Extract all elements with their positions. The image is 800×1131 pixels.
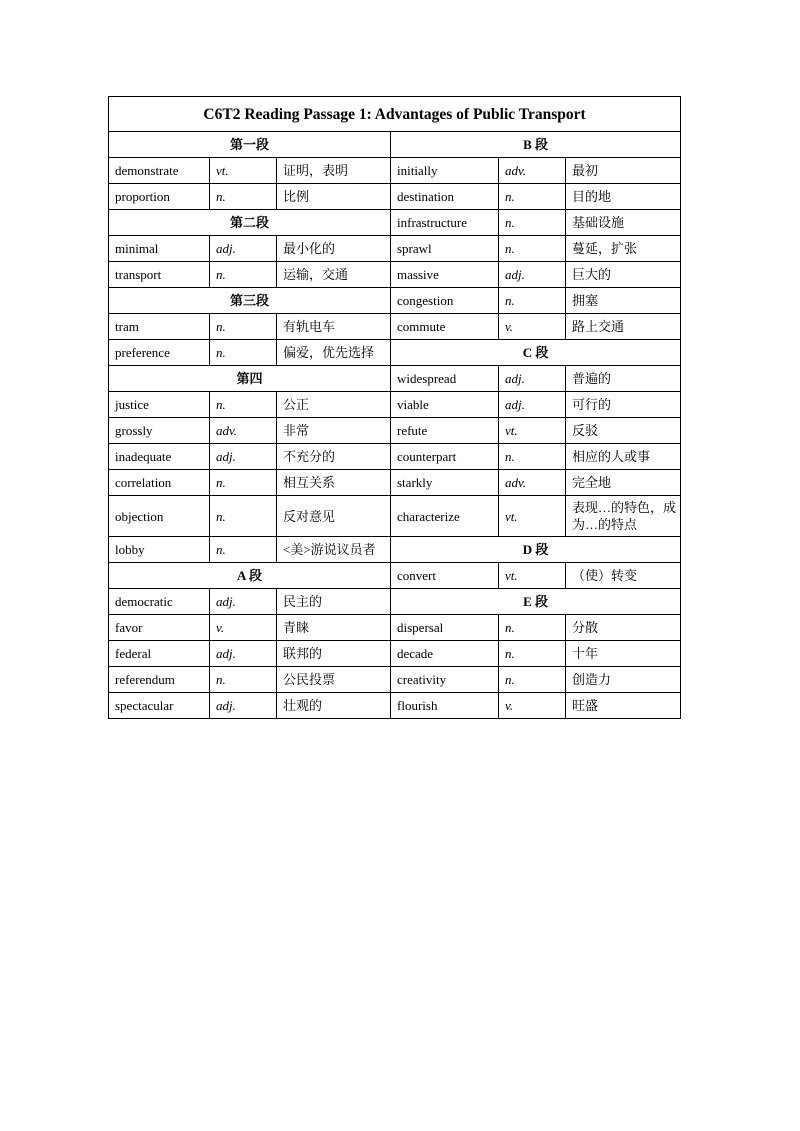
part-of-speech-cell: n. xyxy=(210,262,277,288)
part-of-speech-cell: adv. xyxy=(210,418,277,444)
word-cell: transport xyxy=(109,262,210,288)
part-of-speech-cell: vt. xyxy=(499,418,566,444)
table-row xyxy=(109,444,681,470)
table-row xyxy=(109,314,681,340)
table-row xyxy=(109,563,681,589)
table-row xyxy=(109,392,681,418)
word-cell: commute xyxy=(391,314,499,340)
word-cell: democratic xyxy=(109,589,210,615)
table-row xyxy=(109,366,681,392)
word-cell: viable xyxy=(391,392,499,418)
part-of-speech-cell: n. xyxy=(499,210,566,236)
word-cell: widespread xyxy=(391,366,499,392)
meaning-cell: 最小化的 xyxy=(277,236,391,262)
meaning-cell: 旺盛 xyxy=(566,693,681,719)
word-cell: preference xyxy=(109,340,210,366)
meaning-cell: 可行的 xyxy=(566,392,681,418)
table-row xyxy=(109,288,681,314)
part-of-speech-cell: vt. xyxy=(499,563,566,589)
part-of-speech-cell: n. xyxy=(210,496,277,537)
part-of-speech-cell: vt. xyxy=(210,158,277,184)
section-heading: 第四 xyxy=(109,366,391,392)
meaning-cell: 表现…的特色，成为…的特点 xyxy=(566,496,681,537)
part-of-speech-cell: v. xyxy=(210,615,277,641)
meaning-cell: 运输，交通 xyxy=(277,262,391,288)
part-of-speech-cell: adj. xyxy=(499,366,566,392)
meaning-cell: 有轨电车 xyxy=(277,314,391,340)
part-of-speech-cell: adj. xyxy=(210,236,277,262)
table-row xyxy=(109,262,681,288)
section-heading: D 段 xyxy=(391,537,681,563)
word-cell: objection xyxy=(109,496,210,537)
part-of-speech-cell: n. xyxy=(210,184,277,210)
meaning-cell: 路上交通 xyxy=(566,314,681,340)
word-cell: destination xyxy=(391,184,499,210)
word-cell: massive xyxy=(391,262,499,288)
table-row xyxy=(109,537,681,563)
table-row xyxy=(109,641,681,667)
word-cell: spectacular xyxy=(109,693,210,719)
part-of-speech-cell: n. xyxy=(499,444,566,470)
vocabulary-table xyxy=(108,96,681,719)
word-cell: favor xyxy=(109,615,210,641)
word-cell: counterpart xyxy=(391,444,499,470)
meaning-cell: 最初 xyxy=(566,158,681,184)
meaning-cell: 完全地 xyxy=(566,470,681,496)
part-of-speech-cell: adj. xyxy=(210,693,277,719)
word-cell: proportion xyxy=(109,184,210,210)
meaning-cell: 联邦的 xyxy=(277,641,391,667)
table-row xyxy=(109,236,681,262)
meaning-cell: <美>游说议员者 xyxy=(277,537,391,563)
meaning-cell: 普遍的 xyxy=(566,366,681,392)
part-of-speech-cell: vt. xyxy=(499,496,566,537)
table-title: C6T2 Reading Passage 1: Advantages of Public Transport xyxy=(109,97,681,132)
meaning-cell: 偏爱，优先选择 xyxy=(277,340,391,366)
meaning-cell: 民主的 xyxy=(277,589,391,615)
word-cell: referendum xyxy=(109,667,210,693)
word-cell: convert xyxy=(391,563,499,589)
section-heading: 第二段 xyxy=(109,210,391,236)
meaning-cell: 分散 xyxy=(566,615,681,641)
meaning-cell: 壮观的 xyxy=(277,693,391,719)
word-cell: justice xyxy=(109,392,210,418)
word-cell: lobby xyxy=(109,537,210,563)
word-cell: refute xyxy=(391,418,499,444)
table-row xyxy=(109,158,681,184)
meaning-cell: 拥塞 xyxy=(566,288,681,314)
part-of-speech-cell: n. xyxy=(499,184,566,210)
meaning-cell: 青睐 xyxy=(277,615,391,641)
part-of-speech-cell: n. xyxy=(210,667,277,693)
table-row xyxy=(109,132,681,158)
word-cell: tram xyxy=(109,314,210,340)
word-cell: congestion xyxy=(391,288,499,314)
meaning-cell: 蔓延，扩张 xyxy=(566,236,681,262)
meaning-cell: 相互关系 xyxy=(277,470,391,496)
meaning-cell: 不充分的 xyxy=(277,444,391,470)
meaning-cell: 基础设施 xyxy=(566,210,681,236)
word-cell: federal xyxy=(109,641,210,667)
part-of-speech-cell: v. xyxy=(499,693,566,719)
word-cell: decade xyxy=(391,641,499,667)
part-of-speech-cell: adv. xyxy=(499,158,566,184)
word-cell: flourish xyxy=(391,693,499,719)
word-cell: dispersal xyxy=(391,615,499,641)
part-of-speech-cell: adv. xyxy=(499,470,566,496)
meaning-cell: 反驳 xyxy=(566,418,681,444)
section-heading: E 段 xyxy=(391,589,681,615)
word-cell: initially xyxy=(391,158,499,184)
part-of-speech-cell: n. xyxy=(210,470,277,496)
word-cell: infrastructure xyxy=(391,210,499,236)
table-row xyxy=(109,615,681,641)
part-of-speech-cell: v. xyxy=(499,314,566,340)
meaning-cell: 十年 xyxy=(566,641,681,667)
meaning-cell: 公正 xyxy=(277,392,391,418)
section-heading: 第一段 xyxy=(109,132,391,158)
word-cell: characterize xyxy=(391,496,499,537)
part-of-speech-cell: adj. xyxy=(210,641,277,667)
meaning-cell: 巨大的 xyxy=(566,262,681,288)
table-row xyxy=(109,589,681,615)
table-row xyxy=(109,470,681,496)
word-cell: inadequate xyxy=(109,444,210,470)
meaning-cell: 非常 xyxy=(277,418,391,444)
word-cell: creativity xyxy=(391,667,499,693)
word-cell: correlation xyxy=(109,470,210,496)
part-of-speech-cell: n. xyxy=(499,288,566,314)
word-cell: sprawl xyxy=(391,236,499,262)
meaning-cell: 公民投票 xyxy=(277,667,391,693)
meaning-cell: 相应的人或事 xyxy=(566,444,681,470)
part-of-speech-cell: n. xyxy=(210,314,277,340)
word-cell: starkly xyxy=(391,470,499,496)
part-of-speech-cell: n. xyxy=(499,667,566,693)
meaning-cell: 比例 xyxy=(277,184,391,210)
meaning-cell: （使）转变 xyxy=(566,563,681,589)
part-of-speech-cell: adj. xyxy=(499,392,566,418)
table-row xyxy=(109,496,681,537)
title-row xyxy=(109,97,681,132)
word-cell: demonstrate xyxy=(109,158,210,184)
part-of-speech-cell: adj. xyxy=(210,589,277,615)
part-of-speech-cell: n. xyxy=(210,537,277,563)
table-row xyxy=(109,210,681,236)
section-heading: C 段 xyxy=(391,340,681,366)
word-cell: minimal xyxy=(109,236,210,262)
word-cell: grossly xyxy=(109,418,210,444)
section-heading: B 段 xyxy=(391,132,681,158)
meaning-cell: 证明，表明 xyxy=(277,158,391,184)
part-of-speech-cell: adj. xyxy=(210,444,277,470)
table-row xyxy=(109,418,681,444)
part-of-speech-cell: n. xyxy=(499,615,566,641)
meaning-cell: 创造力 xyxy=(566,667,681,693)
part-of-speech-cell: n. xyxy=(499,641,566,667)
meaning-cell: 目的地 xyxy=(566,184,681,210)
part-of-speech-cell: n. xyxy=(499,236,566,262)
part-of-speech-cell: n. xyxy=(210,392,277,418)
part-of-speech-cell: n. xyxy=(210,340,277,366)
table-row xyxy=(109,667,681,693)
section-heading: A 段 xyxy=(109,563,391,589)
meaning-cell: 反对意见 xyxy=(277,496,391,537)
table-row xyxy=(109,340,681,366)
table-row xyxy=(109,184,681,210)
section-heading: 第三段 xyxy=(109,288,391,314)
table-row xyxy=(109,693,681,719)
part-of-speech-cell: adj. xyxy=(499,262,566,288)
